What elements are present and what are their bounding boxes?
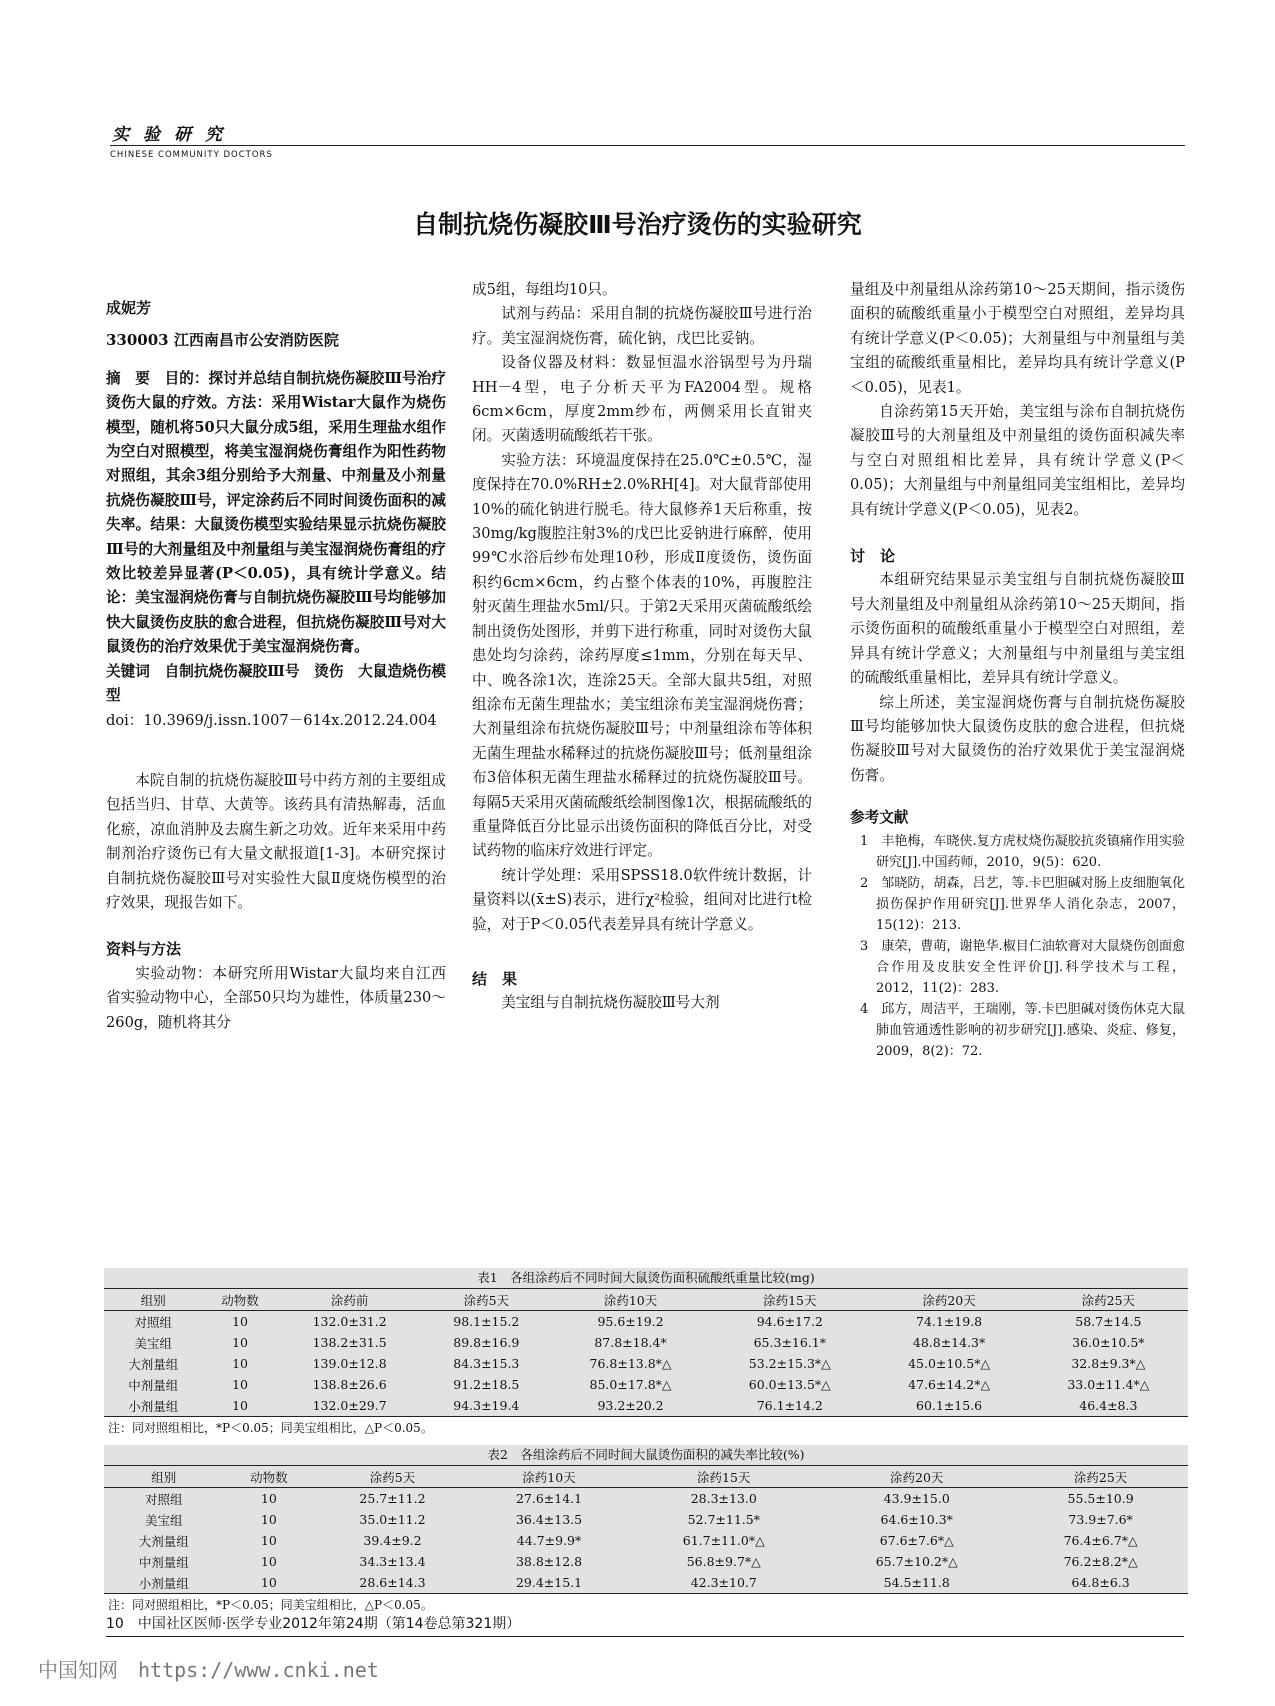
methods-animals: 实验动物：本研究所用Wistar大鼠均来自江西省实验动物中心，全部50只均为雄性，体质量230～260g，随机将其分 <box>106 964 446 1031</box>
table-cell: 132.0±31.2 <box>312 1314 387 1329</box>
table-cell: 10 <box>232 1356 248 1371</box>
table-cell: 94.3±19.4 <box>453 1398 520 1413</box>
statistics-paragraph: 统计学处理：采用SPSS18.0软件统计数据，计量资料以(x̄±S)表示，进行χ²检验，组间对比进行t检验，对于P＜0.05代表差异具有统计学意义。 <box>472 866 812 933</box>
table-cell: 35.0±11.2 <box>359 1512 426 1527</box>
table-cell: 94.6±17.2 <box>756 1314 823 1329</box>
column-header: 涂药15天 <box>627 1466 820 1488</box>
reference-item: 3 康荣，曹萌，谢艳华.椒目仁油软膏对大鼠烧伤创面愈合作用及皮肤安全性评价[J].科学技术与工程，2012，11(2)：283. <box>860 938 1185 996</box>
table-cell: 61.7±11.0*△ <box>682 1533 765 1548</box>
table-cell: 89.8±16.9 <box>453 1335 520 1350</box>
table-cell: 小剂量组 <box>138 1575 189 1591</box>
table-cell: 76.8±13.8*△ <box>589 1356 672 1371</box>
column-header: 组别 <box>104 1289 203 1311</box>
table-cell: 27.6±14.1 <box>515 1491 583 1506</box>
table-cell: 45.0±10.5*△ <box>908 1356 991 1371</box>
column-header: 涂药10天 <box>551 1289 710 1311</box>
reference-item: 1 丰艳梅，车晓侠.复方虎杖烧伤凝胶抗炎镇痛作用实验研究[J].中国药师，2010，9(5)：620. <box>860 833 1185 870</box>
table-cell: 29.4±15.1 <box>515 1575 583 1590</box>
equipment-paragraph: 设备仪器及材料：数显恒温水浴锅型号为丹瑞HH－4型，电子分析天平为FA2004型。规格6cm×6cm，厚度2mm纱布，两侧采用长直钳夹闭。灭菌透明硫酸纸若干张。 <box>472 354 812 445</box>
table-cell: 43.9±15.0 <box>883 1491 950 1506</box>
table-cell: 小剂量组 <box>128 1398 179 1414</box>
table-cell: 67.6±7.6*△ <box>879 1533 954 1548</box>
table-cell: 58.7±14.5 <box>1075 1314 1142 1329</box>
table-cell: 42.3±10.7 <box>690 1575 757 1590</box>
table-cell: 132.0±29.7 <box>312 1398 387 1413</box>
table-cell: 10 <box>232 1398 248 1413</box>
table-cell: 33.0±11.4*△ <box>1067 1377 1150 1392</box>
table-row <box>104 1332 1188 1353</box>
table-cell: 中剂量组 <box>128 1377 179 1393</box>
table-cell: 10 <box>260 1554 277 1569</box>
methods-animals-cont: 成5组，每组均10只。 <box>472 281 617 298</box>
table-header-row <box>104 1466 1188 1488</box>
table-cell: 93.2±20.2 <box>597 1398 664 1413</box>
column-1 <box>106 296 446 1035</box>
table-cell: 46.4±8.3 <box>1079 1398 1138 1413</box>
table-2-note: 注：同对照组相比，*P＜0.05；同美宝组相比，△P＜0.05。 <box>104 1593 1188 1616</box>
table-cell: 65.3±16.1* <box>753 1335 826 1350</box>
table-cell: 91.2±18.5 <box>453 1377 520 1392</box>
table-cell: 中剂量组 <box>138 1554 189 1570</box>
references-heading: 参考文献 <box>850 809 909 827</box>
table-cell: 64.6±10.3* <box>880 1512 953 1527</box>
footer-rule <box>106 1636 1184 1637</box>
column-header: 动物数 <box>223 1466 314 1488</box>
table-cell: 47.6±14.2*△ <box>908 1377 991 1392</box>
table-cell: 10 <box>260 1512 277 1527</box>
affiliation: 330003 江西南昌市公安消防医院 <box>106 331 339 350</box>
table-header-row <box>104 1289 1188 1311</box>
table-cell: 53.2±15.3*△ <box>748 1356 831 1371</box>
table-cell: 52.7±11.5* <box>687 1512 760 1527</box>
reference-item: 2 邹晓防，胡森，吕艺，等.卡巴胆碱对肠上皮细胞氧化损伤保护作用研究[J].世界华人消化杂志，2007，15(12)：213. <box>860 875 1185 933</box>
table-row <box>104 1530 1188 1551</box>
table-cell: 对照组 <box>134 1314 173 1330</box>
table-cell: 74.1±19.8 <box>916 1314 983 1329</box>
results-paragraph-start: 美宝组与自制抗烧伤凝胶Ⅲ号大剂 <box>501 994 720 1012</box>
table-1-caption: 表1 各组涂药后不同时间大鼠烫伤面积硫酸纸重量比较(mg) <box>104 1268 1188 1289</box>
table-cell: 60.1±15.6 <box>916 1398 983 1413</box>
reference-item: 4 邱方，周洁平，王瑞刚，等.卡巴胆碱对烫伤休克大鼠肺血管通透性影响的初步研究[J].感染、炎症、修复，2009，8(2)：72. <box>860 1001 1185 1059</box>
column-header: 涂药25天 <box>1013 1466 1188 1488</box>
table-cell: 56.8±9.7*△ <box>686 1554 761 1569</box>
table-cell: 48.8±14.3* <box>912 1335 986 1350</box>
column-header: 涂药20天 <box>869 1289 1028 1311</box>
methods-heading: 资料与方法 <box>106 940 182 959</box>
table-cell: 64.8±6.3 <box>1071 1575 1130 1590</box>
table-cell: 76.2±8.2*△ <box>1063 1554 1138 1569</box>
abstract: 摘 要 目的：探讨并总结自制抗烧伤凝胶Ⅲ号治疗烫伤大鼠的疗效。方法：采用Wistar大鼠作为烧伤模型，随机将50只大鼠分成5组，采用生理盐水组作为空白对照模型，将美宝湿润烧伤膏组作为阳性药物对照组，其余3组分别给予大剂量、中剂量及小剂量抗烧伤凝胶Ⅲ号，评定涂药后不同时间烫伤面积的减失率。结果：大鼠烫伤模型实验结果显示抗烧伤凝胶Ⅲ号的大剂量组及中剂量组与美宝湿润烧伤膏组的疗效比较差异显著(P＜0.05)，具有统计学意义。结论：美宝湿润烧伤膏与自制抗烧伤凝胶Ⅲ号均能够加快大鼠烫伤皮肤的愈合进程，但抗烧伤凝胶Ⅲ号对大鼠烫伤的治疗效果优于美宝湿润烧伤膏。 <box>106 369 446 656</box>
results-paragraph-cont: 量组及中剂量组从涂药第10～25天期间，指示烫伤面积的硫酸纸重量小于模型空白对照组，差异均具有统计学意义(P＜0.05)；大剂量组与中剂量组与美宝组的硫酸纸重量相比，差异均具有统计学意义(P＜0.05)，见表1。 <box>850 281 1185 396</box>
table-cell: 28.3±13.0 <box>690 1491 757 1506</box>
table-2-caption: 表2 各组涂药后不同时间大鼠烫伤面积的减失率比较(%) <box>104 1445 1188 1466</box>
results-paragraph-2: 自涂药第15天开始，美宝组与涂布自制抗烧伤凝胶Ⅲ号的大剂量组及中剂量组的烫伤面积减失率与空白对照组相比差异，具有统计学意义(P＜0.05)；大剂量组与中剂量组同美宝组相比，差异均具有统计学意义(P＜0.05)，见表2。 <box>850 403 1185 518</box>
table-cell: 98.1±15.2 <box>453 1314 520 1329</box>
table-cell: 34.3±13.4 <box>359 1554 426 1569</box>
table-cell: 美宝组 <box>144 1512 183 1528</box>
table-row <box>104 1353 1188 1374</box>
table-cell: 44.7±9.9* <box>516 1533 582 1548</box>
table-cell: 10 <box>232 1314 248 1329</box>
column-header: 组别 <box>104 1466 223 1488</box>
table-cell: 大剂量组 <box>128 1356 179 1372</box>
section-subtitle: CHINESE COMMUNITY DOCTORS <box>110 150 273 160</box>
table-1-note: 注：同对照组相比，*P＜0.05；同美宝组相比，△P＜0.05。 <box>104 1416 1188 1439</box>
table-1 <box>104 1268 1188 1439</box>
table-cell: 84.3±15.3 <box>453 1356 520 1371</box>
table-cell: 65.7±10.2*△ <box>875 1554 958 1569</box>
table-cell: 138.8±26.6 <box>312 1377 387 1392</box>
table-row <box>104 1395 1188 1416</box>
article-title: 自制抗烧伤凝胶Ⅲ号治疗烫伤的实验研究 <box>413 210 862 239</box>
discussion-heading: 讨 论 <box>850 547 896 566</box>
column-2 <box>472 278 812 1016</box>
table-cell: 60.0±13.5*△ <box>748 1377 831 1392</box>
keywords: 关键词 自制抗烧伤凝胶Ⅲ号 烫伤 大鼠造烧伤模型 <box>106 662 446 705</box>
table-cell: 54.5±11.8 <box>883 1575 950 1590</box>
table-row <box>104 1374 1188 1395</box>
column-header: 涂药20天 <box>820 1466 1013 1488</box>
discussion-paragraph-1: 本组研究结果显示美宝组与自制抗烧伤凝胶Ⅲ号大剂量组及中剂量组从涂药第10～25天期间，指示烫伤面积的硫酸纸重量小于模型空白对照组，差异具有统计学意义；大剂量组与中剂量组与美宝组的硫酸纸重量相比，差异具有统计学意义。 <box>850 571 1185 687</box>
page-footer: 10 中国社区医师·医学专业2012年第24期（第14卷总第321期） <box>106 1616 521 1632</box>
table-cell: 美宝组 <box>134 1335 173 1351</box>
table-cell: 55.5±10.9 <box>1067 1491 1134 1506</box>
table-cell: 76.4±6.7*△ <box>1063 1533 1138 1548</box>
table-cell: 28.6±14.3 <box>359 1575 426 1590</box>
column-header: 涂药10天 <box>471 1466 628 1488</box>
table-cell: 85.0±17.8*△ <box>589 1377 672 1392</box>
table-cell: 95.6±19.2 <box>597 1314 664 1329</box>
discussion-paragraph-2: 综上所述，美宝湿润烧伤膏与自制抗烧伤凝胶Ⅲ号均能够加快大鼠烫伤皮肤的愈合进程，但抗烧伤凝胶Ⅲ号对大鼠烫伤的治疗效果优于美宝湿润烧伤膏。 <box>850 693 1185 784</box>
cnki-watermark: 中国知网 https://www.cnki.net <box>38 1658 379 1682</box>
table-cell: 大剂量组 <box>138 1533 189 1549</box>
table-cell: 138.2±31.5 <box>312 1335 387 1350</box>
table-cell: 对照组 <box>144 1491 183 1507</box>
reagents-paragraph: 试剂与药品：采用自制的抗烧伤凝胶Ⅲ号进行治疗。美宝湿润烧伤膏，硫化钠，戊巴比妥钠。 <box>472 305 812 347</box>
column-header: 涂药15天 <box>710 1289 869 1311</box>
table-row <box>104 1551 1188 1572</box>
column-header: 涂药5天 <box>314 1466 471 1488</box>
experiment-paragraph: 实验方法：环境温度保持在25.0℃±0.5℃，湿度保持在70.0%RH±2.0%RH[4]。对大鼠背部使用10%的硫化钠进行脱毛。待大鼠修养1天后称重，按30mg/kg腹腔注射3%的戊巴比妥钠进行麻醉，使用99℃水浴后纱布处理10秒，形成Ⅱ度烫伤，烫伤面积约6cm×6cm，约占整个体表的10%，再腹腔注射灭菌生理盐水5ml/只。于第2天采用灭菌硫酸纸绘制出烫伤处图形，并剪下进行称重，同时对烫伤大鼠患处均匀涂药，涂药厚度≤1mm，分别在每天早、中、晚各涂1次，连涂25天。全部大鼠共5组，对照组涂布无菌生理盐水；美宝组涂布美宝湿润烧伤膏；大剂量组涂布抗烧伤凝胶Ⅲ号；中剂量组涂布等体积无菌生理盐水稀释过的抗烧伤凝胶Ⅲ号；低剂量组涂布3倍体积无菌生理盐水稀释过的抗烧伤凝胶Ⅲ号。每隔5天采用灭菌硫酸纸绘制图像1次，根据硫酸纸的重量降低百分比显示出烫伤面积的降低百分比，对受试药物的临床疗效进行评定。 <box>472 451 812 860</box>
table-cell: 36.4±13.5 <box>515 1512 583 1527</box>
table-cell: 39.4±9.2 <box>363 1533 422 1548</box>
table-cell: 38.8±12.8 <box>515 1554 583 1569</box>
table-cell: 10 <box>260 1575 277 1590</box>
table-cell: 10 <box>232 1335 248 1350</box>
results-heading: 结 果 <box>472 969 518 988</box>
table-cell: 25.7±11.2 <box>359 1491 426 1506</box>
table-cell: 36.0±10.5* <box>1072 1335 1145 1350</box>
table-cell: 10 <box>232 1377 248 1392</box>
section-label: 实验研究 <box>112 125 236 145</box>
table-cell: 10 <box>260 1533 277 1548</box>
author: 成妮芳 <box>106 299 152 317</box>
table-cell: 73.9±7.6* <box>1068 1512 1133 1527</box>
table-row <box>104 1488 1188 1510</box>
table-cell: 76.1±14.2 <box>756 1398 823 1413</box>
intro-paragraph: 本院自制的抗烧伤凝胶Ⅲ号中药方剂的主要组成包括当归、甘草、大黄等。该药具有清热解毒，活血化瘀，凉血消肿及去腐生新之功效。近年来采用中药制剂治疗烫伤已有大量文献报道[1-3]。本研究探讨自制抗烧伤凝胶Ⅲ号对实验性大鼠Ⅱ度烧伤模型的治疗效果，现报告如下。 <box>106 771 446 911</box>
doi: doi：10.3969/j.issn.1007－614x.2012.24.004 <box>106 711 437 729</box>
column-header: 涂药5天 <box>422 1289 551 1311</box>
table-row <box>104 1572 1188 1593</box>
table-cell: 87.8±18.4* <box>594 1335 667 1350</box>
header-rule <box>110 145 1185 146</box>
table-cell: 32.8±9.3*△ <box>1071 1356 1146 1371</box>
table-row <box>104 1311 1188 1333</box>
table-cell: 139.0±12.8 <box>312 1356 387 1371</box>
table-cell: 10 <box>260 1491 277 1506</box>
column-header: 涂药前 <box>278 1289 422 1311</box>
table-2 <box>104 1445 1188 1616</box>
column-header: 涂药25天 <box>1029 1289 1188 1311</box>
table-row <box>104 1509 1188 1530</box>
column-header: 动物数 <box>203 1289 278 1311</box>
column-3 <box>850 278 1185 1062</box>
